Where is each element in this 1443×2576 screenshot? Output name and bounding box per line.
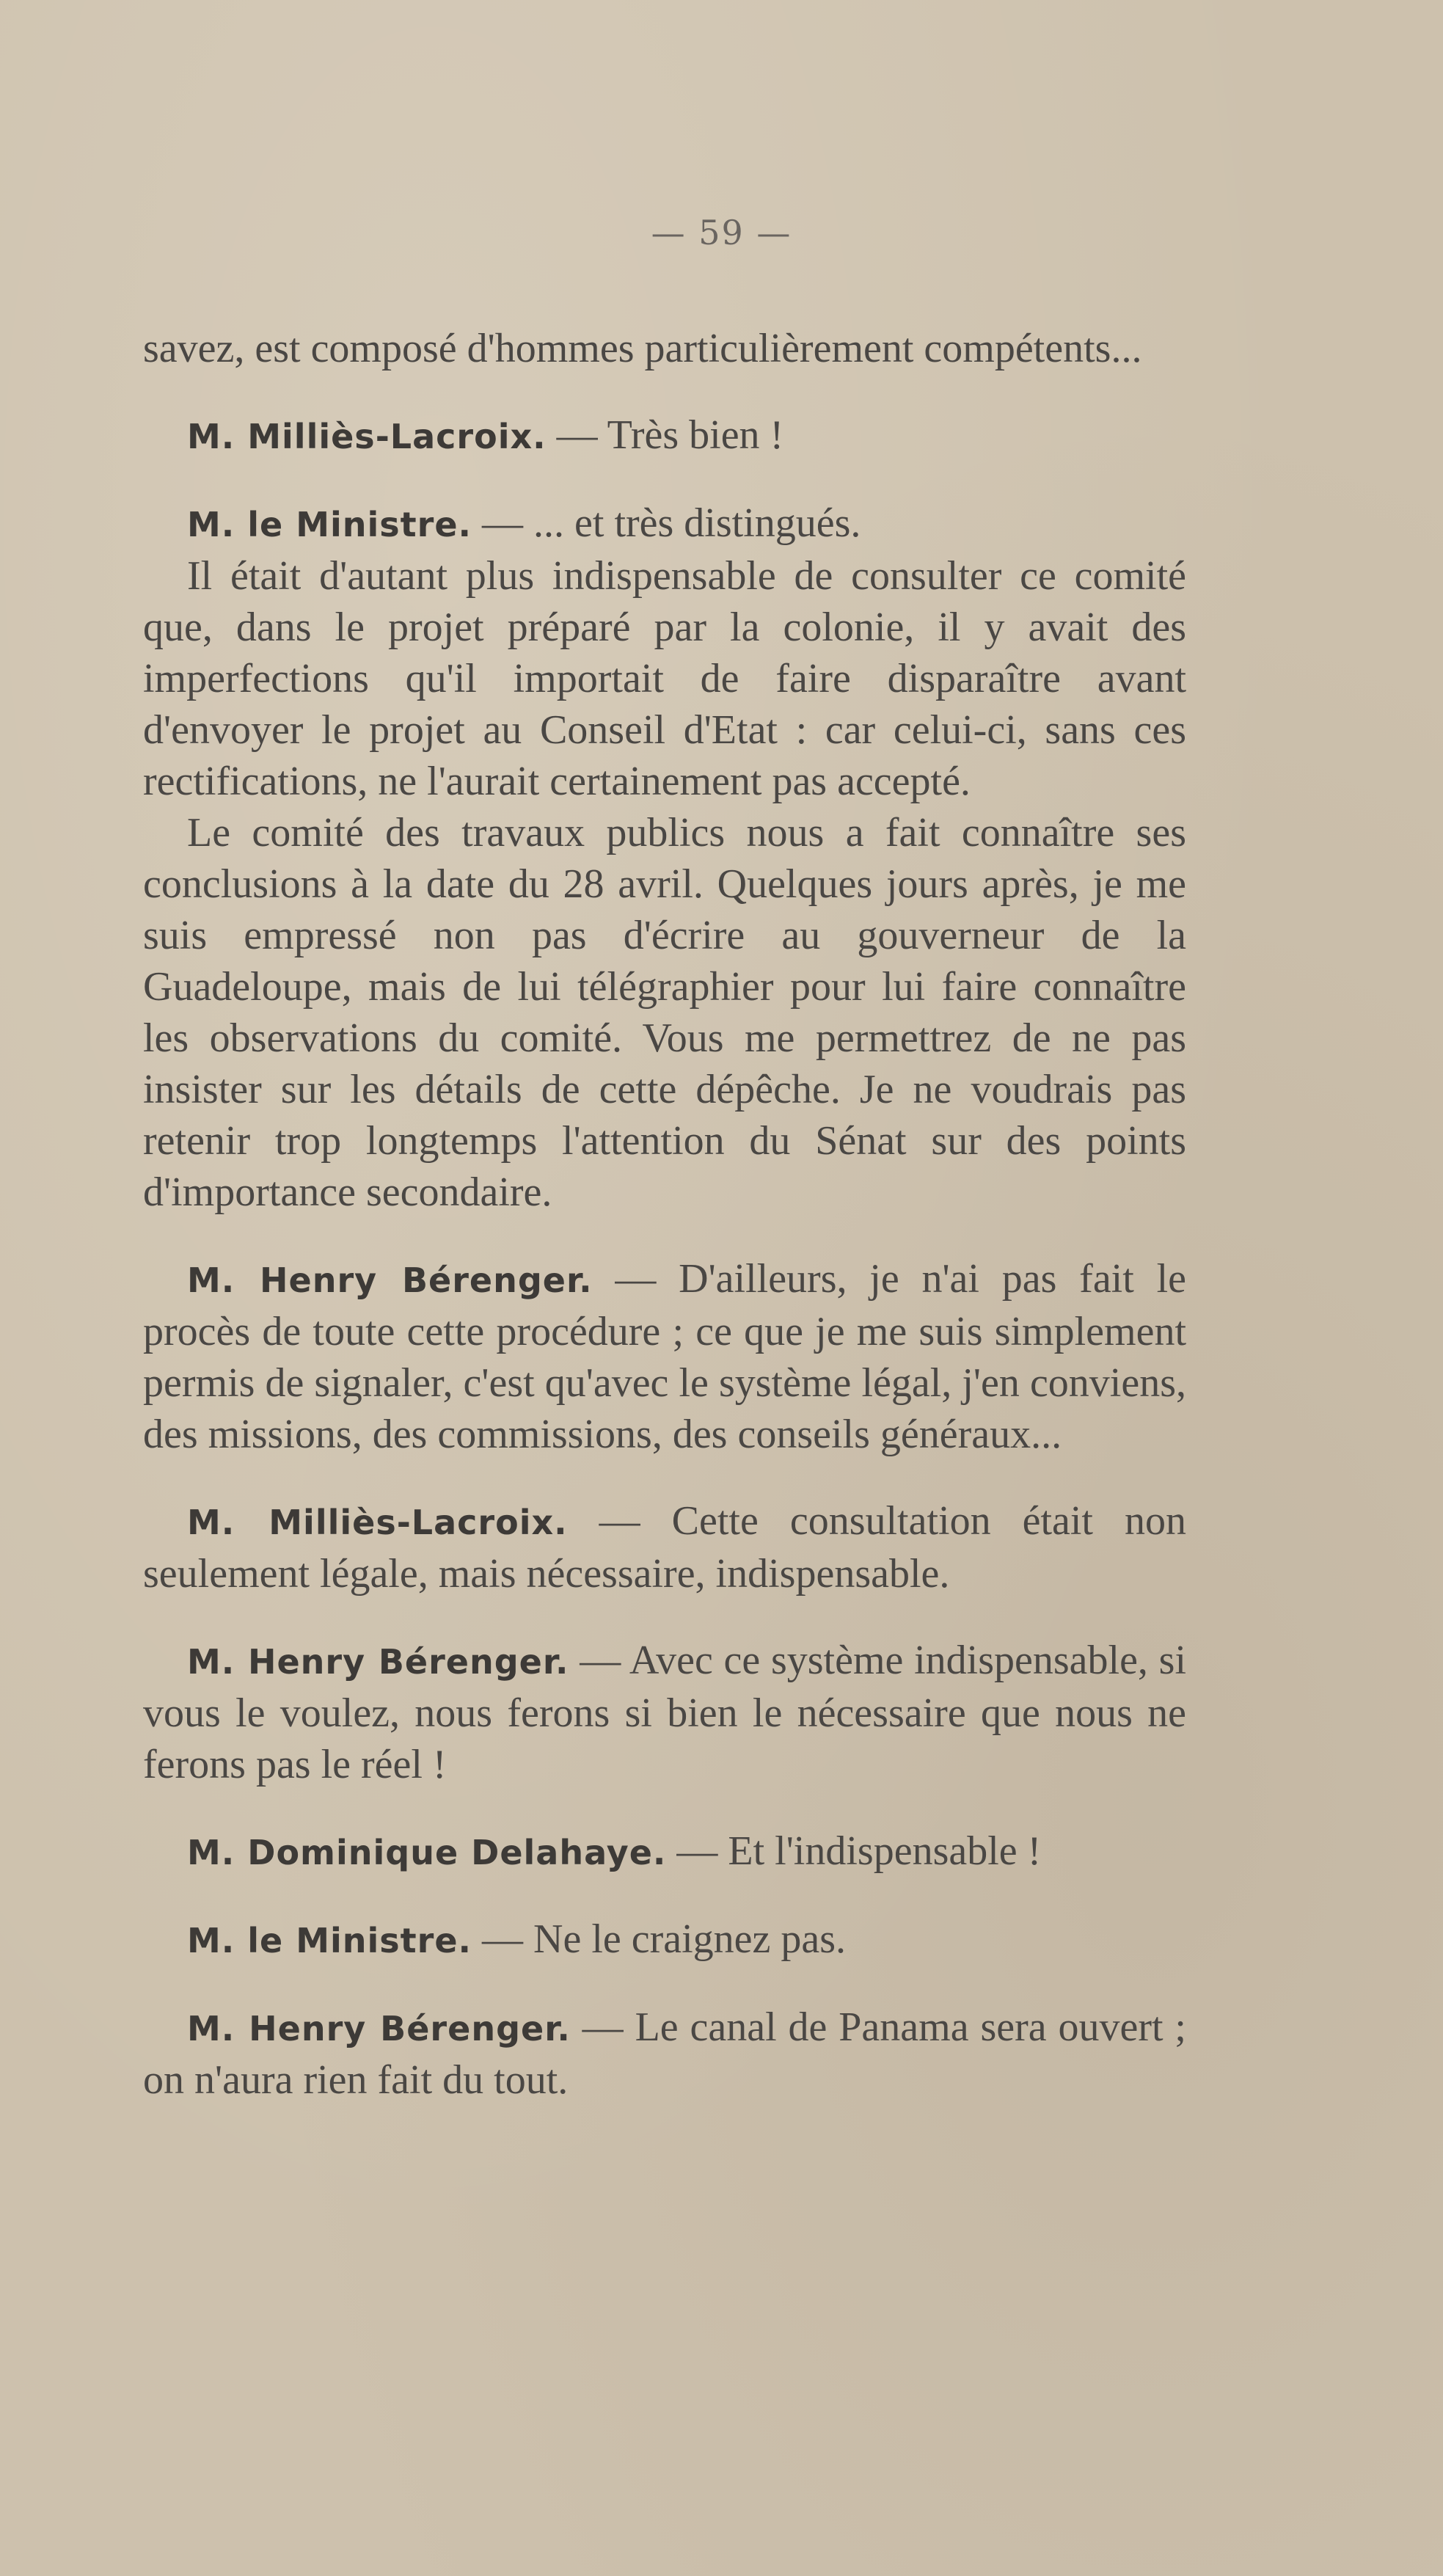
speech-text: — Et l'indispensable ! (666, 1828, 1042, 1874)
speech-berenger-2 (143, 1635, 1186, 1790)
speaker-name: M. Dominique Delahaye. (187, 1833, 667, 1872)
speech-delahaye (143, 1825, 1186, 1878)
speaker-name: M. le Ministre. (187, 505, 472, 544)
speaker-name: M. Henry Bérenger. (187, 1260, 593, 1300)
speech-berenger-3 (143, 2002, 1186, 2106)
paragraph-text: Le comité des travaux publics nous a fait connaître ses conclusions à la date du 28 avril. Quelques jours après, je me suis empressé non pas d'écrire au gouverneur de la Guadeloupe, mais de lui télégraphier pour lui faire connaître les observations du comité. Vous me permettrez de ne pas insister sur les détails de cette dépêche. Je ne voudrais pas retenir trop longtemps l'attention du Sénat sur des points d'importance secondaire. (143, 810, 1186, 1215)
speaker-name: M. Milliès-Lacroix. (187, 417, 547, 456)
speech-ministre-2 (143, 1913, 1186, 1966)
paragraph-travaux-publics (143, 807, 1186, 1218)
speaker-name: M. Milliès-Lacroix. (187, 1503, 568, 1542)
paragraph-comite (143, 550, 1186, 807)
speech-text: — Ne le craignez pas. (472, 1916, 847, 1962)
page-number: — 59 — (651, 213, 792, 252)
speech-text: — Très bien ! (546, 412, 784, 458)
speech-millies-lacroix-1 (143, 409, 1186, 462)
speaker-name: M. le Ministre. (187, 1921, 472, 1960)
paragraph-text: Il était d'autant plus indispensable de consulter ce comité que, dans le projet préparé par la colonie, il y avait des imperfections qu'il importait de faire disparaître avant d'envoyer le projet au Conseil d'Etat : car celui-ci, sans ces rectifications, ne l'aurait certainement pas accepté. (143, 553, 1186, 804)
paragraph-text: savez, est composé d'hommes particulièrement compétents... (143, 326, 1142, 371)
speech-text: — Le canal de Panama sera ouvert ; on n'aura rien fait du tout. (143, 2004, 1186, 2103)
speech-text: — Avec ce système indispensable, si vous le voulez, nous ferons si bien le nécessaire que nous ne ferons pas le réel ! (143, 1638, 1187, 1787)
page-body (143, 323, 1186, 2106)
speaker-name: M. Henry Bérenger. (187, 2009, 571, 2048)
speech-text: — Cette consultation était non seulement légale, mais nécessaire, indispensable. (143, 1498, 1186, 1597)
paragraph-continuation (143, 323, 1186, 374)
speech-millies-lacroix-2 (143, 1495, 1186, 1599)
speech-text: — D'ailleurs, je n'ai pas fait le procès de toute cette procédure ; ce que je me suis simplement permis de signaler, c'est qu'avec le système légal, j'en conviens, des missions, des commissions, des conseils généraux... (143, 1256, 1186, 1457)
speech-text: — ... et très distingués. (472, 500, 861, 546)
speaker-name: M. Henry Bérenger. (187, 1642, 569, 1682)
speech-berenger-1 (143, 1253, 1186, 1460)
speech-ministre-1 (143, 497, 1186, 550)
